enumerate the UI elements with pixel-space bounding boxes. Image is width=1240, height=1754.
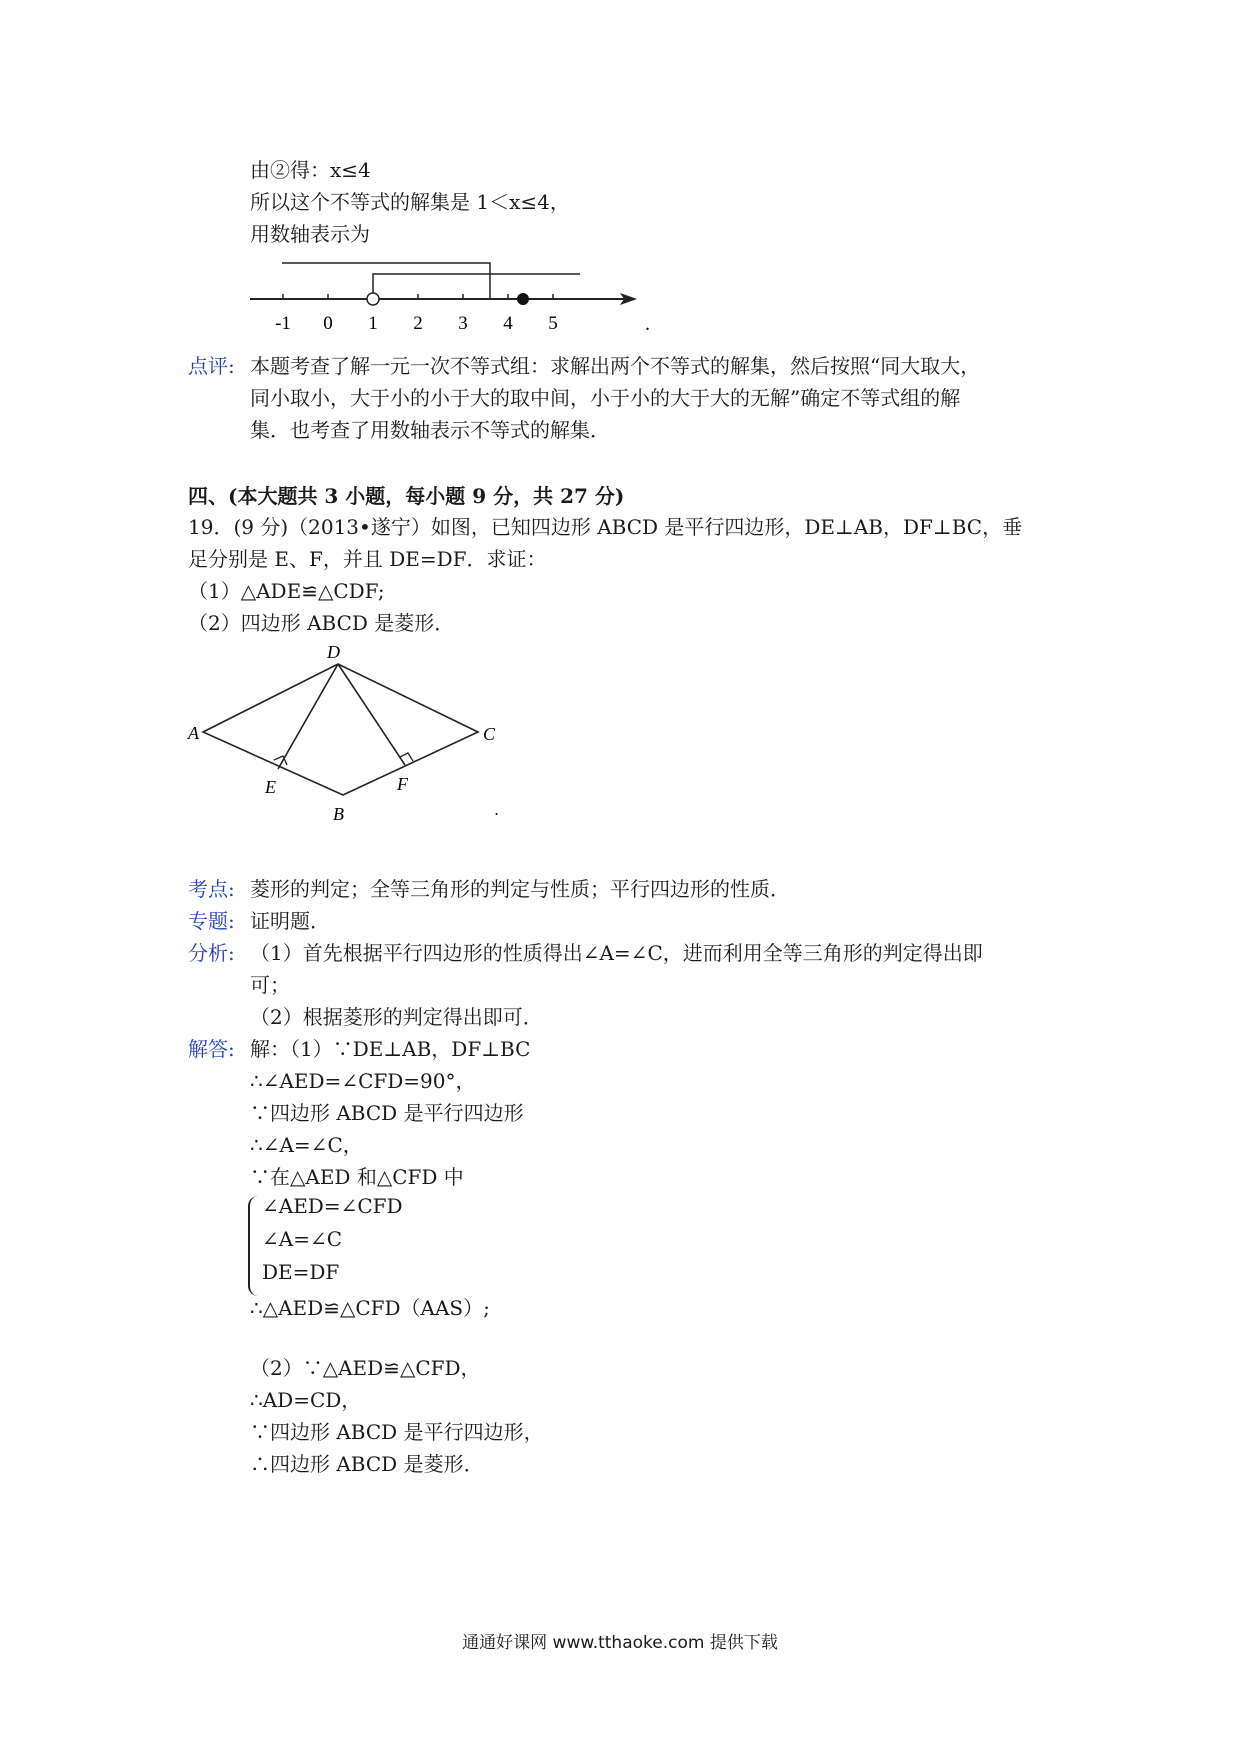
number-line-figure	[240, 248, 660, 334]
zhuanti-text: 证明题．	[250, 909, 330, 933]
answer-part2-line: ∵四边形 ABCD 是平行四边形，	[250, 1420, 544, 1444]
segment-df	[338, 664, 405, 765]
footer-text: 通通好课网 www.tthaoke.com 提供下载	[462, 1633, 778, 1653]
answer-part2-line: ∴AD=CD，	[250, 1388, 362, 1412]
fenxi-text: 可；	[250, 973, 290, 997]
answer-line: ∴△AED≌△CFD（AAS）;	[250, 1296, 490, 1320]
fenxi-text: （1）首先根据平行四边形的性质得出∠A=∠C，进而利用全等三角形的判定得出即	[250, 941, 983, 965]
answer-line: ∵四边形 ABCD 是平行四边形	[250, 1101, 524, 1125]
problem-text: （1）△ADE≌△CDF;	[188, 579, 385, 603]
open-point	[367, 293, 379, 305]
tick-label: 2	[413, 313, 423, 334]
section-heading: 四、(本大题共 3 小题，每小题 9 分，共 27 分)	[188, 484, 625, 508]
tick-label: 3	[458, 313, 468, 334]
solution-bracket-upper	[282, 263, 490, 299]
tick-label: 5	[548, 313, 558, 334]
answer-label: 解答:	[188, 1037, 235, 1061]
answer-line: 解：（1）∵DE⊥AB，DF⊥BC	[250, 1037, 531, 1061]
label-a: A	[188, 723, 199, 743]
tick-label: 1	[368, 313, 378, 334]
answer-part2-line: ∴四边形 ABCD 是菱形．	[250, 1452, 484, 1476]
problem-text: 19．(9 分)（2013•遂宁）如图，已知四边形 ABCD 是平行四边形，DE⊥AB，DF⊥BC，垂	[188, 515, 1023, 539]
review-text: 本题考查了解一元一次不等式组：求解出两个不等式的解集，然后按照“同大取大，	[250, 354, 981, 378]
solution-line: 所以这个不等式的解集是 1＜x≤4，	[250, 190, 570, 214]
quadrilateral-abcd	[203, 664, 478, 795]
tick-label: 0	[323, 313, 333, 334]
label-b: B	[333, 804, 344, 824]
solution-line: 用数轴表示为	[250, 222, 370, 246]
system-line: ∠AED=∠CFD	[262, 1194, 403, 1218]
label-d: D	[327, 642, 340, 662]
fenxi-label: 分析:	[188, 941, 235, 965]
label-c: C	[483, 724, 496, 744]
tick-label: 4	[503, 313, 513, 334]
system-line: DE=DF	[262, 1260, 340, 1284]
review-text: 集．也考查了用数轴表示不等式的解集．	[250, 418, 610, 442]
tick-label: -1	[275, 313, 291, 334]
problem-text: （2）四边形 ABCD 是菱形．	[188, 611, 455, 635]
zhuanti-label: 专题:	[188, 909, 235, 933]
answer-line: ∴∠AED=∠CFD=90°，	[250, 1069, 476, 1093]
kaodian-text: 菱形的判定；全等三角形的判定与性质；平行四边形的性质．	[250, 877, 790, 901]
answer-part2-line: （2）∵△AED≌△CFD，	[250, 1356, 481, 1380]
kaodian-label: 考点:	[188, 877, 235, 901]
answer-line: ∴∠A=∠C，	[250, 1133, 363, 1157]
problem-text: 足分别是 E、F，并且 DE=DF．求证：	[188, 547, 547, 571]
review-label: 点评:	[188, 354, 235, 378]
review-text: 同小取小，大于小的小于大的取中间，小于小的大于大的无解”确定不等式组的解	[250, 386, 961, 410]
stray-dot: .	[494, 800, 500, 819]
answer-line: ∵在△AED 和△CFD 中	[250, 1165, 464, 1189]
trailing-dot: .	[645, 313, 650, 334]
label-e: E	[265, 777, 276, 797]
rhombus-figure	[185, 640, 515, 830]
system-line: ∠A=∠C	[262, 1227, 343, 1251]
fenxi-text: （2）根据菱形的判定得出即可．	[250, 1005, 543, 1029]
closed-point	[517, 293, 529, 305]
solution-line: 由②得：x≤4	[250, 158, 371, 182]
label-f: F	[397, 774, 408, 794]
solution-bracket-lower	[373, 274, 580, 299]
